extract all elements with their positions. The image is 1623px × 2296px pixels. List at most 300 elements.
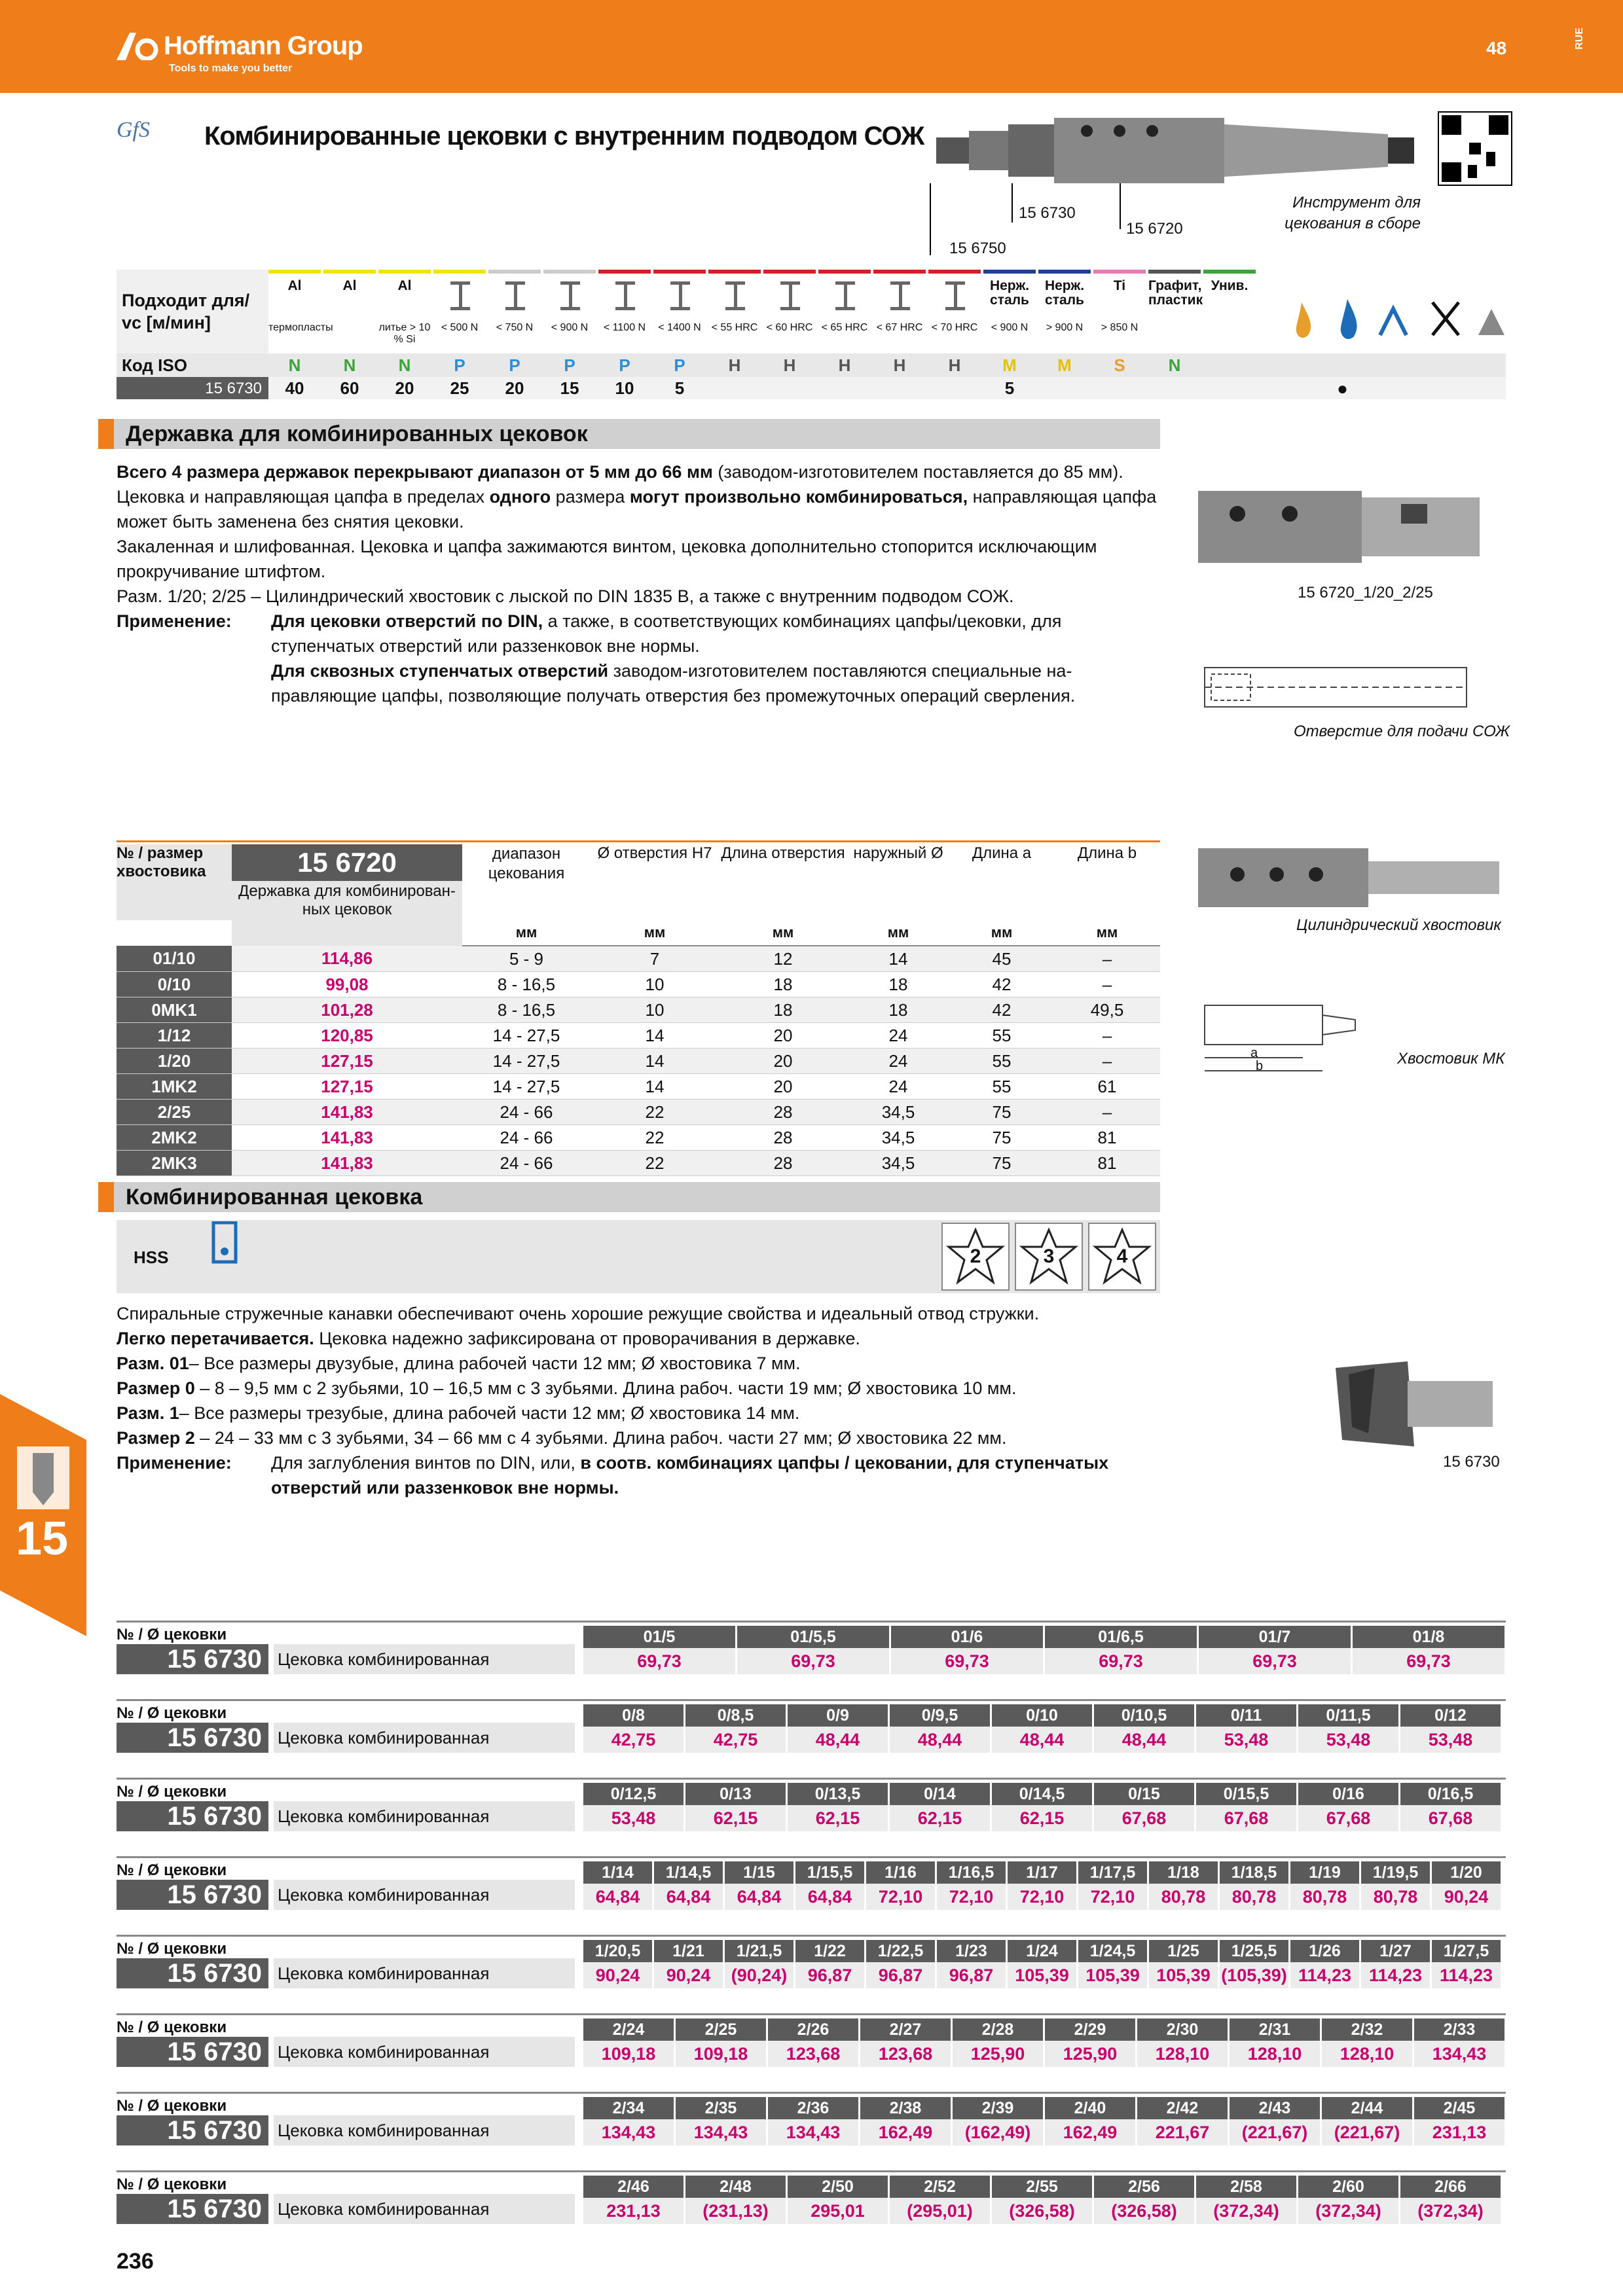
price-table — [117, 2176, 1506, 2224]
fits-label: Подходит для/ — [122, 291, 250, 310]
price-value: 67,68 — [1094, 1805, 1194, 1831]
vc-value: 40 — [285, 378, 304, 398]
size-label: 1/27 — [1361, 1940, 1430, 1962]
size-price-cell[interactable] — [766, 2018, 858, 2067]
size-label: 1/19 — [1290, 1861, 1359, 1884]
cb-line-4: Размер 0 – 8 – 9,5 мм с 2 зубьями, 10 – 16,5 мм с 3 зубьями. Длина рабоч. части 19 мм; Ø хвостовика 10 мм. — [117, 1378, 1017, 1398]
price-value: 125,90 — [953, 2041, 1043, 2067]
size-label: 1/22,5 — [866, 1940, 935, 1962]
material-spec: > 850 N — [1101, 322, 1139, 333]
value-cell: 14 - 27,5 — [462, 1049, 591, 1074]
vc-value: 5 — [1004, 378, 1015, 398]
material-title: Нерж. сталь — [1044, 278, 1085, 308]
size-label: 0/8,5 — [685, 1704, 786, 1727]
value-cell: 28 — [719, 1151, 847, 1176]
size-cell: 1/20 — [117, 1049, 232, 1074]
article-name: Цековка комбинированная — [274, 2037, 575, 2067]
material-spec: < 750 N — [496, 322, 534, 333]
coolant-bore-caption: Отверстие для подачи СОЖ — [1294, 723, 1510, 740]
article-code: 15 6730 — [117, 1801, 268, 1831]
size-price-cell[interactable] — [990, 1704, 1092, 1753]
size-price-cell[interactable] — [1296, 2176, 1398, 2224]
size-label: 0/9,5 — [890, 1704, 990, 1727]
size-price-cell[interactable] — [793, 1861, 864, 1910]
price-value: 72,10 — [1008, 1884, 1076, 1910]
size-price-cell[interactable] — [1092, 1783, 1194, 1831]
price-value: 72,10 — [937, 1884, 1006, 1910]
size-price-cell[interactable] — [723, 1940, 793, 1988]
size-cell: 2MK2 — [117, 1125, 232, 1151]
price-value: (372,34) — [1400, 2198, 1501, 2224]
material-spec: < 67 HRC — [876, 322, 923, 333]
value-cell: 24 — [847, 1074, 949, 1100]
price-cell: 141,83 — [232, 1100, 462, 1125]
article-name: Цековка комбинированная — [274, 1644, 575, 1674]
iso-code: H — [728, 355, 741, 375]
size-label: 1/20 — [1432, 1861, 1501, 1884]
value-cell: 14 — [847, 946, 949, 972]
vc-value: 60 — [340, 378, 359, 398]
value-cell: 8 - 16,5 — [462, 997, 591, 1023]
value-cell: – — [1054, 1100, 1160, 1125]
cb-line-2: Легко перетачивается. Цековка надежно зафиксирована от проворачивания в державке. — [117, 1329, 860, 1348]
size-price-cell[interactable] — [581, 2018, 674, 2067]
table-row — [117, 1074, 1160, 1100]
price-value: (372,34) — [1196, 2198, 1296, 2224]
coolant-bore-drawing — [1198, 661, 1473, 713]
size-price-cell[interactable] — [864, 1861, 935, 1910]
value-cell: 10 — [591, 972, 719, 997]
size-price-cell[interactable] — [735, 1626, 889, 1674]
materials-table — [117, 270, 1506, 401]
size-price-cell[interactable] — [1359, 1861, 1430, 1910]
size-price-cell[interactable] — [1398, 1783, 1501, 1831]
size-label: 2/45 — [1414, 2097, 1504, 2119]
size-price-cell[interactable] — [858, 2097, 951, 2145]
size-label: 2/30 — [1137, 2018, 1228, 2041]
size-label: 1/18,5 — [1220, 1861, 1288, 1884]
qr-code-icon[interactable] — [1438, 111, 1512, 186]
vc-value: 5 — [674, 378, 685, 398]
size-price-cell[interactable] — [1320, 2018, 1412, 2067]
size-label: 2/24 — [583, 2018, 674, 2041]
size-price-cell[interactable] — [793, 1940, 864, 1988]
size-label: 01/7 — [1199, 1626, 1351, 1648]
size-price-cell[interactable] — [1043, 2097, 1135, 2145]
value-cell: 42 — [949, 997, 1054, 1023]
size-price-cell[interactable] — [723, 1861, 793, 1910]
size-label: 2/35 — [676, 2097, 766, 2119]
size-price-cell[interactable] — [935, 1940, 1006, 1988]
price-value: (326,58) — [992, 2198, 1092, 2224]
iso-code: H — [948, 355, 961, 375]
size-label: 1/17 — [1008, 1861, 1076, 1884]
size-label: 1/24,5 — [1078, 1940, 1147, 1962]
col-bore-length: Длина отверстия — [721, 844, 845, 862]
material-color-bar — [708, 270, 761, 274]
size-price-cell[interactable] — [1228, 2097, 1320, 2145]
size-label: 2/60 — [1298, 2176, 1398, 2198]
vc-label: vc [м/мин] — [122, 313, 211, 332]
price-value: 62,15 — [890, 1805, 990, 1831]
size-price-cell[interactable] — [1076, 1940, 1147, 1988]
size-price-cell[interactable] — [684, 2176, 786, 2224]
brand-tagline: Tools to make you better — [169, 63, 293, 74]
size-label: 2/48 — [685, 2176, 786, 2198]
price-table-header: № / Ø цековки — [117, 2018, 227, 2036]
size-price-cell[interactable] — [652, 1940, 723, 1988]
value-cell: 22 — [591, 1151, 719, 1176]
size-price-cell[interactable] — [786, 1783, 888, 1831]
size-cell: 1/12 — [117, 1023, 232, 1049]
iso-code: H — [893, 355, 906, 375]
table-row — [117, 1100, 1160, 1125]
size-price-cell[interactable] — [951, 2018, 1043, 2067]
material-title: Al — [287, 278, 302, 293]
value-cell: 14 — [591, 1023, 719, 1049]
price-value: 90,24 — [654, 1962, 723, 1988]
holder-table — [117, 844, 1160, 1176]
size-price-cell[interactable] — [581, 1783, 684, 1831]
holder-image-label: 15 6720_1/20_2/25 — [1298, 584, 1433, 601]
size-price-cell[interactable] — [1006, 1940, 1076, 1988]
size-price-cell[interactable] — [1135, 2018, 1228, 2067]
holder-app-2: Для сквозных ступенчатых отверстий заводом-изготовителем поставляются специальные на-правляющие цапфы, позволяющие получать отверстия без промежуточных операций сверления. — [271, 661, 1076, 706]
value-cell: 42 — [949, 972, 1054, 997]
size-price-cell[interactable] — [1135, 2097, 1228, 2145]
value-cell: 20 — [719, 1074, 847, 1100]
price-value: 90,24 — [1432, 1884, 1501, 1910]
vc-value: 15 — [560, 378, 579, 398]
size-price-cell[interactable] — [652, 1861, 723, 1910]
size-price-cell[interactable] — [1359, 1940, 1430, 1988]
price-value: 64,84 — [725, 1884, 793, 1910]
size-price-cell[interactable] — [1147, 1940, 1218, 1988]
iso-code: P — [674, 355, 685, 375]
material-title: Унив. — [1211, 278, 1249, 293]
callout-15-6730: 15 6730 — [1019, 204, 1076, 222]
page-title: Комбинированные цековки с внутренним подводом СОЖ — [204, 122, 924, 151]
size-price-cell[interactable] — [786, 2176, 888, 2224]
col-bore: Ø отверстия H7 — [597, 844, 712, 862]
size-label: 1/18 — [1149, 1861, 1218, 1884]
size-label: 01/5,5 — [737, 1626, 889, 1648]
value-cell: 34,5 — [847, 1125, 949, 1151]
size-price-cell[interactable] — [888, 1704, 990, 1753]
size-price-cell[interactable] — [889, 1626, 1043, 1674]
internal-coolant-icon — [208, 1221, 241, 1267]
price-value: 69,73 — [1199, 1648, 1351, 1674]
price-table — [117, 1861, 1506, 1910]
size-label: 2/31 — [1230, 2018, 1320, 2041]
size-price-cell[interactable] — [951, 2097, 1043, 2145]
value-cell: 12 — [719, 946, 847, 972]
article-name: Цековка комбинированная — [274, 1958, 575, 1988]
material-color-bar — [1203, 270, 1256, 274]
price-table — [117, 1626, 1506, 1674]
value-cell: 14 — [591, 1074, 719, 1100]
size-cell: 2/25 — [117, 1100, 232, 1125]
material-title: Графит, пластик — [1148, 278, 1203, 308]
size-price-cell[interactable] — [1194, 2176, 1296, 2224]
size-label: 1/25 — [1149, 1940, 1218, 1962]
size-price-cell[interactable] — [1043, 1626, 1197, 1674]
size-price-cell[interactable] — [935, 1861, 1006, 1910]
size-price-cell[interactable] — [766, 2097, 858, 2145]
iso-code: H — [783, 355, 796, 375]
price-value: (295,01) — [890, 2198, 990, 2224]
price-value: 125,90 — [1045, 2041, 1135, 2067]
material-spec: > 900 N — [1046, 322, 1084, 333]
counterbore-image-label: 15 6730 — [1443, 1453, 1500, 1471]
steel-beam-icon — [945, 281, 965, 310]
value-cell: 24 — [847, 1049, 949, 1074]
size-price-cell[interactable] — [888, 1783, 990, 1831]
section-page-number: 48 — [1486, 38, 1507, 58]
value-cell: 75 — [949, 1100, 1054, 1125]
size-price-cell[interactable] — [888, 2176, 990, 2224]
price-value: 105,39 — [1078, 1962, 1147, 1988]
size-price-cell[interactable] — [1412, 2018, 1504, 2067]
price-value: 42,75 — [685, 1727, 786, 1753]
value-cell: – — [1054, 1023, 1160, 1049]
size-price-cell[interactable] — [1092, 1704, 1194, 1753]
value-cell: 7 — [591, 946, 719, 972]
price-table — [117, 1704, 1506, 1753]
size-label: 2/50 — [788, 2176, 888, 2198]
price-value: 80,78 — [1290, 1884, 1359, 1910]
size-label: 2/32 — [1322, 2018, 1412, 2041]
value-cell: 75 — [949, 1151, 1054, 1176]
price-cell: 141,83 — [232, 1125, 462, 1151]
size-price-cell[interactable] — [581, 2097, 674, 2145]
value-cell: 8 - 16,5 — [462, 972, 591, 997]
size-label: 2/38 — [860, 2097, 951, 2119]
holder-desc-3: Разм. 1/20; 2/25 – Цилиндрический хвостовик с лыской по DIN 1835 B, а также с внутренним подводом СОЖ. — [117, 586, 1014, 606]
size-price-cell[interactable] — [1043, 2018, 1135, 2067]
value-cell: 20 — [719, 1023, 847, 1049]
material-spec: < 1400 N — [658, 322, 701, 333]
size-label: 2/42 — [1137, 2097, 1228, 2119]
price-table-header: № / Ø цековки — [117, 1861, 227, 1879]
size-price-cell[interactable] — [1218, 1940, 1288, 1988]
material-color-bar — [928, 270, 981, 274]
iso-code: M — [1002, 355, 1017, 375]
material-color-bar — [598, 270, 651, 274]
iso-code: M — [1057, 355, 1072, 375]
size-label: 0/16 — [1298, 1783, 1398, 1805]
price-value: 64,84 — [654, 1884, 723, 1910]
price-cell: 101,28 — [232, 997, 462, 1023]
value-cell: 34,5 — [847, 1100, 949, 1125]
size-price-cell[interactable] — [581, 2176, 684, 2224]
value-cell: 28 — [719, 1125, 847, 1151]
value-cell: 5 - 9 — [462, 946, 591, 972]
iso-code: P — [509, 355, 520, 375]
size-price-cell[interactable] — [674, 2018, 766, 2067]
size-label: 2/66 — [1400, 2176, 1501, 2198]
article-name: Цековка комбинированная — [274, 2194, 575, 2224]
mk-shank-drawing — [1198, 992, 1362, 1084]
value-cell: 20 — [719, 1049, 847, 1074]
value-cell: 18 — [847, 997, 949, 1023]
size-price-cell[interactable] — [1228, 2018, 1320, 2067]
price-cell: 120,85 — [232, 1023, 462, 1049]
size-price-cell[interactable] — [1288, 1861, 1359, 1910]
price-value: 64,84 — [795, 1884, 864, 1910]
size-price-cell[interactable] — [1430, 1861, 1501, 1910]
size-price-cell[interactable] — [1398, 2176, 1501, 2224]
size-price-cell[interactable] — [581, 1626, 735, 1674]
coolant-icons — [1282, 296, 1504, 348]
value-cell: 22 — [591, 1125, 719, 1151]
size-price-cell[interactable] — [1398, 1704, 1501, 1753]
price-value: 134,43 — [768, 2119, 858, 2145]
size-price-cell[interactable] — [990, 1783, 1092, 1831]
size-label: 2/34 — [583, 2097, 674, 2119]
size-price-cell[interactable] — [1218, 1861, 1288, 1910]
cb-app: Для заглубления винтов по DIN, или, в соотв. комбинациях цапфы / цековании, для ступенчатых отверстий или раззенковок вне нормы. — [271, 1453, 1109, 1498]
size-price-cell[interactable] — [858, 2018, 951, 2067]
size-label: 1/24 — [1008, 1940, 1076, 1962]
hoffmann-logo-icon — [117, 30, 162, 60]
price-value: 105,39 — [1008, 1962, 1076, 1988]
value-cell: 24 - 66 — [462, 1125, 591, 1151]
size-price-cell[interactable] — [1296, 1783, 1398, 1831]
steel-beam-icon — [670, 281, 690, 310]
size-label: 0/8 — [583, 1704, 684, 1727]
size-label: 2/40 — [1045, 2097, 1135, 2119]
iso-code: N — [1168, 355, 1181, 375]
size-label: 0/9 — [788, 1704, 888, 1727]
size-price-cell[interactable] — [990, 2176, 1092, 2224]
article-code: 15 6730 — [117, 2115, 268, 2145]
unit-cell: мм — [847, 920, 949, 946]
size-price-cell[interactable] — [581, 1861, 652, 1910]
material-color-bar — [983, 270, 1036, 274]
size-price-cell[interactable] — [674, 2097, 766, 2145]
value-cell: 49,5 — [1054, 997, 1160, 1023]
size-label: 1/20,5 — [583, 1940, 652, 1962]
size-label: 01/6,5 — [1045, 1626, 1197, 1648]
size-label: 2/36 — [768, 2097, 858, 2119]
price-value: 114,23 — [1290, 1962, 1359, 1988]
material-spec: < 60 HRC — [766, 322, 813, 333]
price-value: 134,43 — [583, 2119, 674, 2145]
price-value: (231,13) — [685, 2198, 786, 2224]
price-table-header: № / Ø цековки — [117, 2176, 227, 2193]
size-price-cell[interactable] — [1194, 1704, 1296, 1753]
size-label: 0/15 — [1094, 1783, 1194, 1805]
size-price-cell[interactable] — [1006, 1861, 1076, 1910]
size-price-cell[interactable] — [1320, 2097, 1412, 2145]
material-color-bar — [543, 270, 596, 274]
material-spec: < 65 HRC — [821, 322, 868, 333]
holder-desc-1: Всего 4 размера державок перекрывают диапазон от 5 мм до 66 мм (заводом-изготовителем поставляется до 85 мм). Цековка и направляющая цапфа в пределах одного размера могут произвольно комбинироваться, направляющая цапфа может быть заменена без снятия цековки. — [117, 462, 1157, 531]
size-label: 01/5 — [583, 1626, 735, 1648]
value-cell: – — [1054, 946, 1160, 972]
material-color-bar — [378, 270, 431, 274]
size-price-cell[interactable] — [581, 1940, 652, 1988]
steel-beam-icon — [890, 281, 910, 310]
price-cell: 114,86 — [232, 946, 462, 972]
size-price-cell[interactable] — [1430, 1940, 1501, 1988]
price-value: 69,73 — [583, 1648, 735, 1674]
size-price-cell[interactable] — [864, 1940, 935, 1988]
holder-app-label: Применение: — [117, 611, 232, 631]
size-label: 1/19,5 — [1361, 1861, 1430, 1884]
price-value: 72,10 — [866, 1884, 935, 1910]
size-price-cell[interactable] — [1076, 1861, 1147, 1910]
size-price-cell[interactable] — [1092, 2176, 1194, 2224]
price-value: 42,75 — [583, 1727, 684, 1753]
price-value: 162,49 — [1045, 2119, 1135, 2145]
price-cell: 127,15 — [232, 1049, 462, 1074]
value-cell: 14 - 27,5 — [462, 1074, 591, 1100]
price-cell: 141,83 — [232, 1151, 462, 1176]
holder-app-1: Для цековки отверстий по DIN, а также, в соответствующих комбинациях цапфы/цековки, для ступенчатых отверстий или раззенковок вне нормы. — [271, 611, 1062, 656]
value-cell: 81 — [1054, 1125, 1160, 1151]
size-label: 1/23 — [937, 1940, 1006, 1962]
size-label: 01/6 — [891, 1626, 1043, 1648]
iso-code: N — [343, 355, 356, 375]
material-spec: термопласты — [268, 322, 333, 333]
assembled-caption: Инструмент для цекования в сборе — [1285, 194, 1421, 232]
size-price-cell[interactable] — [1288, 1940, 1359, 1988]
size-price-cell[interactable] — [684, 1783, 786, 1831]
price-value: 134,43 — [1414, 2041, 1504, 2067]
price-value: 96,87 — [795, 1962, 864, 1988]
size-price-cell[interactable] — [1147, 1861, 1218, 1910]
size-price-cell[interactable] — [1351, 1626, 1504, 1674]
size-price-cell[interactable] — [1412, 2097, 1504, 2145]
article-code: 15 6730 — [117, 1880, 268, 1910]
size-price-cell[interactable] — [1197, 1626, 1351, 1674]
callout-15-6720: 15 6720 — [1126, 220, 1183, 238]
price-value: 231,13 — [1414, 2119, 1504, 2145]
price-table-header: № / Ø цековки — [117, 1626, 227, 1643]
value-cell: 34,5 — [847, 1151, 949, 1176]
vc-value: 20 — [395, 378, 414, 398]
price-value: (221,67) — [1230, 2119, 1320, 2145]
price-value: 72,10 — [1078, 1884, 1147, 1910]
steel-beam-icon — [450, 281, 470, 310]
size-label: 1/22 — [795, 1940, 864, 1962]
table-row — [117, 946, 1160, 972]
unit-cell: мм — [591, 920, 719, 946]
vc-value: 10 — [615, 378, 634, 398]
size-price-cell[interactable] — [684, 1704, 786, 1753]
price-value: 96,87 — [937, 1962, 1006, 1988]
price-value: (90,24) — [725, 1962, 793, 1988]
price-value: 62,15 — [992, 1805, 1092, 1831]
size-label: 1/14,5 — [654, 1861, 723, 1884]
col-outer: наружный Ø — [853, 844, 943, 862]
price-cell: 127,15 — [232, 1074, 462, 1100]
size-label: 1/14 — [583, 1861, 652, 1884]
size-price-cell[interactable] — [786, 1704, 888, 1753]
value-cell: 75 — [949, 1125, 1054, 1151]
size-price-cell[interactable] — [1296, 1704, 1398, 1753]
size-label: 2/58 — [1196, 2176, 1296, 2198]
price-value: (105,39) — [1220, 1962, 1288, 1988]
size-price-cell[interactable] — [581, 1704, 684, 1753]
col-length-a: Длина a — [972, 844, 1032, 862]
size-price-cell[interactable] — [1194, 1783, 1296, 1831]
vc-value: 25 — [450, 378, 469, 398]
material-title: Ti — [1113, 278, 1126, 293]
value-cell: 14 - 27,5 — [462, 1023, 591, 1049]
